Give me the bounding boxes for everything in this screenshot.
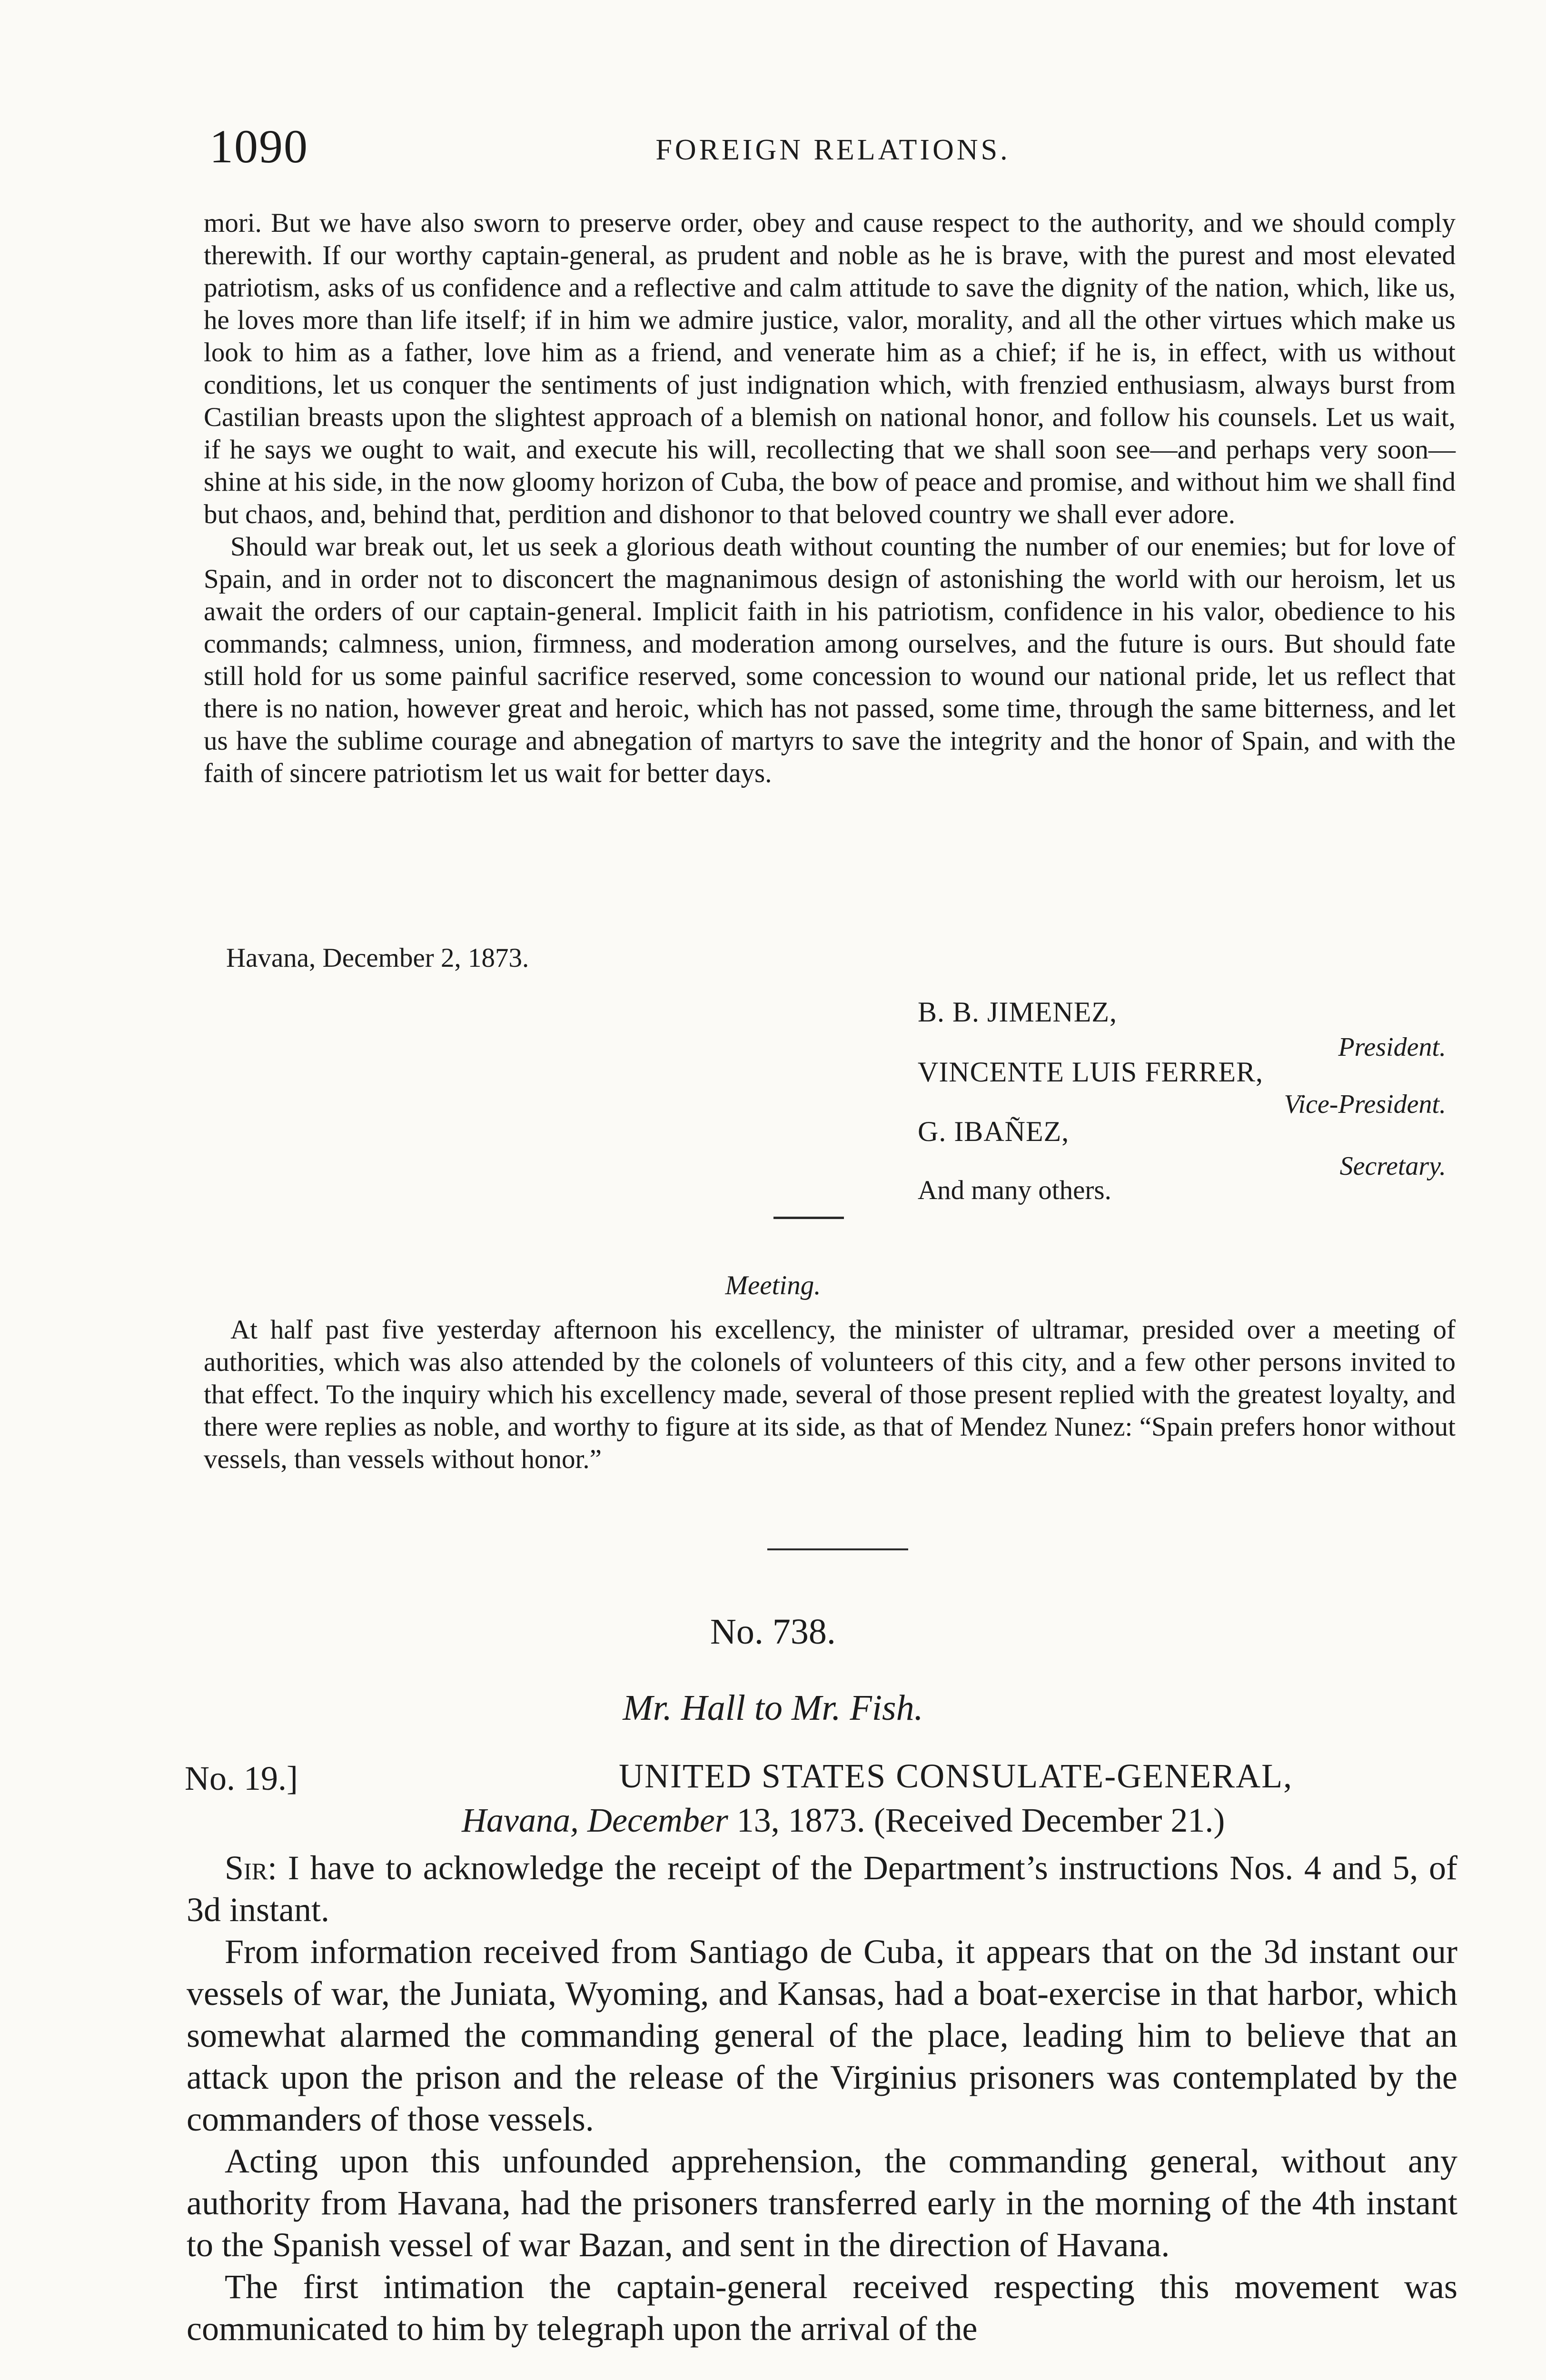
document-divider: [767, 1548, 908, 1550]
signatory-name: VINCENTE LUIS FERRER,: [918, 1056, 1263, 1088]
closing-note: And many others.: [918, 1175, 1111, 1205]
document-title: Mr. Hall to Mr. Fish.: [623, 1688, 923, 1728]
letter-body: [187, 1847, 1457, 2350]
dateline: Havana, December 2, 1873.: [226, 943, 529, 973]
address-paragraph: Should war break out, let us seek a glorious death without counting the number of our enemies; but for love of Spain, and in order not to disconcert the magnanimous design of astonishing the world with our heroism, let us await the orders of our captain-general. Implicit faith in his patriotism, confidence in his valor, obedience to his commands; calmness, union, firmness, and moderation among ourselves, and the future is ours. But should fate still hold for us some painful sacrifice reserved, some concession to wound our national pride, let us reflect that there is no nation, however great and heroic, which has not passed, some time, through the same bitterness, and let us have the sublime courage and abnegation of martyrs to save the integrity and the honor of Spain, and with the faith of sincere patriotism let us wait for better days.: [204, 532, 1456, 788]
meeting-text: [204, 1314, 1456, 1476]
signatory-name: G. IBAÑEZ,: [918, 1116, 1070, 1147]
letter-paragraph: The first intimation the captain-general received respecting this movement was communicated to him by telegraph upon the arrival of the: [187, 2268, 1457, 2348]
meeting-heading: Meeting.: [725, 1270, 821, 1300]
signatory-title: Secretary.: [1339, 1151, 1446, 1181]
address-paragraph: mori. But we have also sworn to preserve order, obey and cause respect to the authority, and we should comply therewith. If our worthy captain-general, as prudent and noble as he is brave, with the purest and most elevated patriotism, asks of us confidence and a reflective and calm attitude to save the dignity of the nation, which, like us, he loves more than life itself; if in him we admire justice, valor, morality, and all the other virtues which make us look to him as a father, love him as a friend, and venerate him as a chief; if he is, in effect, with us without conditions, let us conquer the sentiments of just indignation which, with frenzied enthusiasm, always burst from Castilian breasts upon the slightest approach of a blemish on national honor, and follow his counsels. Let us wait, if he says we ought to wait, and execute his will, recollecting that we shall soon see—and perhaps very soon—shine at his side, in the now gloomy horizon of Cuba, the bow of peace and promise, and without him we shall find but chaos, and, behind that, perdition and dishonor to that beloved country we shall ever adore.: [204, 208, 1456, 529]
section-divider: [773, 1217, 844, 1219]
salutation-paragraph: [187, 1847, 1457, 1931]
reference-number: No. 19.]: [185, 1759, 298, 1797]
letter-date: [462, 1801, 1225, 1840]
meeting-paragraph: At half past five yesterday afternoon his excellency, the minister of ultramar, presided over a meeting of authorities, which was also attended by the colonels of volunteers of this city, and a few other persons invited to that effect. To the inquiry which his excellency made, several of those present replied with the greatest loyalty, and there were replies as noble, and worthy to figure at its side, as that of Mendez Nunez: “Spain prefers honor without vessels, than vessels without honor.”: [204, 1315, 1456, 1474]
signatory-name: B. B. JIMENEZ,: [918, 996, 1117, 1028]
office-name: UNITED STATES CONSULATE-GENERAL,: [619, 1757, 1293, 1795]
document-number: No. 738.: [710, 1612, 836, 1652]
signatory-title: President.: [1338, 1032, 1446, 1062]
letter-date-rest: 13, 1873. (Received December 21.): [728, 1801, 1225, 1839]
letter-paragraph: From information received from Santiago de Cuba, it appears that on the 3d instant our vessels of war, the Juniata, Wyoming, and Kansas, had a boat-exercise in that harbor, which somewhat alarmed the commanding general of the place, leading him to believe that an attack upon the prison and the release of the Virginius prisoners was contemplated by the commanders of those vessels.: [187, 1933, 1457, 2138]
page-number: 1090: [209, 120, 308, 173]
running-title: FOREIGN RELATIONS.: [655, 134, 1011, 166]
address-text: [204, 207, 1456, 790]
salutation: Sir: [225, 1849, 268, 1887]
letter-date-place: Havana, December: [462, 1801, 728, 1839]
salutation-text: : I have to acknowledge the receipt of the Department’s instructions Nos. 4 and 5, of 3d instant.: [187, 1849, 1457, 1929]
page-header: [209, 119, 1457, 190]
letter-paragraph: Acting upon this unfounded apprehension, the commanding general, without any authority from Havana, had the prisoners transferred early in the morning of the 4th instant to the Spanish vessel of war Bazan, and sent in the direction of Havana.: [187, 2142, 1457, 2264]
signatory-title: Vice-President.: [1284, 1090, 1446, 1119]
